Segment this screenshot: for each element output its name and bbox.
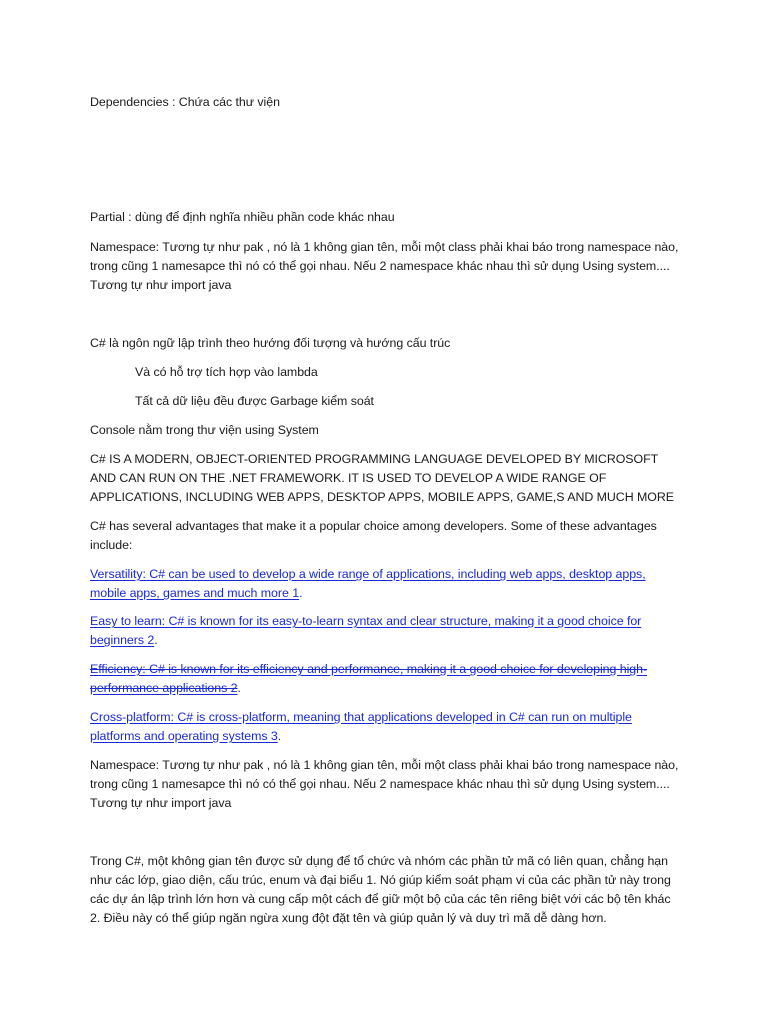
link-cross-platform-text[interactable]: Cross-platform: C# is cross-platform, meaning that applications developed in C# can run on multiple platforms and operating systems 3 bbox=[90, 710, 632, 743]
paragraph-garbage-collection: Tất cả dữ liệu đều được Garbage kiểm soát bbox=[135, 394, 374, 408]
paragraph-namespace: Namespace: Tương tự như pak , nó là 1 không gian tên, mỗi một class phải khai báo trong namespace nào, trong cũng 1 namesapce thì nó có thể gọi nhau. Nếu 2 namespace khác nhau thì sử dụng Using system.... Tương tự như import java bbox=[90, 240, 679, 292]
paragraph-csharp-uppercase: C# IS A MODERN, OBJECT-ORIENTED PROGRAMMING LANGUAGE DEVELOPED BY MICROSOFT AND CAN RUN ON THE .NET FRAMEWORK. IT IS USED TO DEVELOP A WIDE RANGE OF APPLICATIONS, INCLUDING WEB APPS, DESKTOP APPS, MOBILE APPS, GAME,S AND MUCH MORE bbox=[90, 452, 674, 504]
paragraph-partial: Partial : dùng để định nghĩa nhiều phần code khác nhau bbox=[90, 210, 395, 224]
link-easy-to-learn-text[interactable]: Easy to learn: C# is known for its easy-to-learn syntax and clear structure, making it a good choice for beginners 2 bbox=[90, 614, 642, 647]
paragraph-dependencies: Dependencies : Chứa các thư viện bbox=[90, 95, 280, 109]
paragraph-namespace-csharp-vi: Trong C#, một không gian tên được sử dụng để tổ chức và nhóm các phần tử mã có liên quan, chẳng hạn như các lớp, giao diện, cấu trúc, enum và đại biểu 1. Nó giúp kiểm soát phạm vi của các phần tử này trong các dự án lập trình lớn hơn và cung cấp một cách để giữ một bộ của các tên riêng biệt với các bộ tên khác 2. Điều này có thể giúp ngăn ngừa xung đột đặt tên và giúp quản lý và duy trì mã dễ dàng hơn. bbox=[90, 854, 671, 925]
paragraph-console: Console nằm trong thư viện using System bbox=[90, 423, 319, 437]
link-versatility[interactable]: Versatility: C# can be used to develop a wide range of applications, including web apps, desktop apps, mobile apps, games and much more 1. bbox=[90, 567, 646, 600]
link-efficiency-text[interactable]: Efficiency: C# is known for its efficiency and performance, making it a good choice for developing high-performance applications 2 bbox=[90, 662, 648, 695]
link-efficiency[interactable]: Efficiency: C# is known for its efficiency and performance, making it a good choice for developing high-performance applications 2. bbox=[90, 662, 648, 695]
paragraph-advantages-intro: C# has several advantages that make it a popular choice among developers. Some of these advantages include: bbox=[90, 519, 657, 552]
paragraph-namespace-repeat: Namespace: Tương tự như pak , nó là 1 không gian tên, mỗi một class phải khai báo trong namespace nào, trong cũng 1 namesapce thì nó có thể gọi nhau. Nếu 2 namespace khác nhau thì sử dụng Using system.... Tương tự như import java bbox=[90, 758, 679, 810]
paragraph-csharp-intro-vi: C# là ngôn ngữ lập trình theo hướng đối tượng và hướng cấu trúc bbox=[90, 336, 451, 350]
link-easy-to-learn[interactable]: Easy to learn: C# is known for its easy-to-learn syntax and clear structure, making it a good choice for beginners 2. bbox=[90, 614, 642, 647]
link-versatility-text[interactable]: Versatility: C# can be used to develop a wide range of applications, including web apps, desktop apps, mobile apps, games and much more 1 bbox=[90, 567, 646, 600]
paragraph-lambda-support: Và có hỗ trợ tích hợp vào lambda bbox=[135, 365, 318, 379]
link-cross-platform[interactable]: Cross-platform: C# is cross-platform, meaning that applications developed in C# can run on multiple platforms and operating systems 3. bbox=[90, 710, 632, 743]
